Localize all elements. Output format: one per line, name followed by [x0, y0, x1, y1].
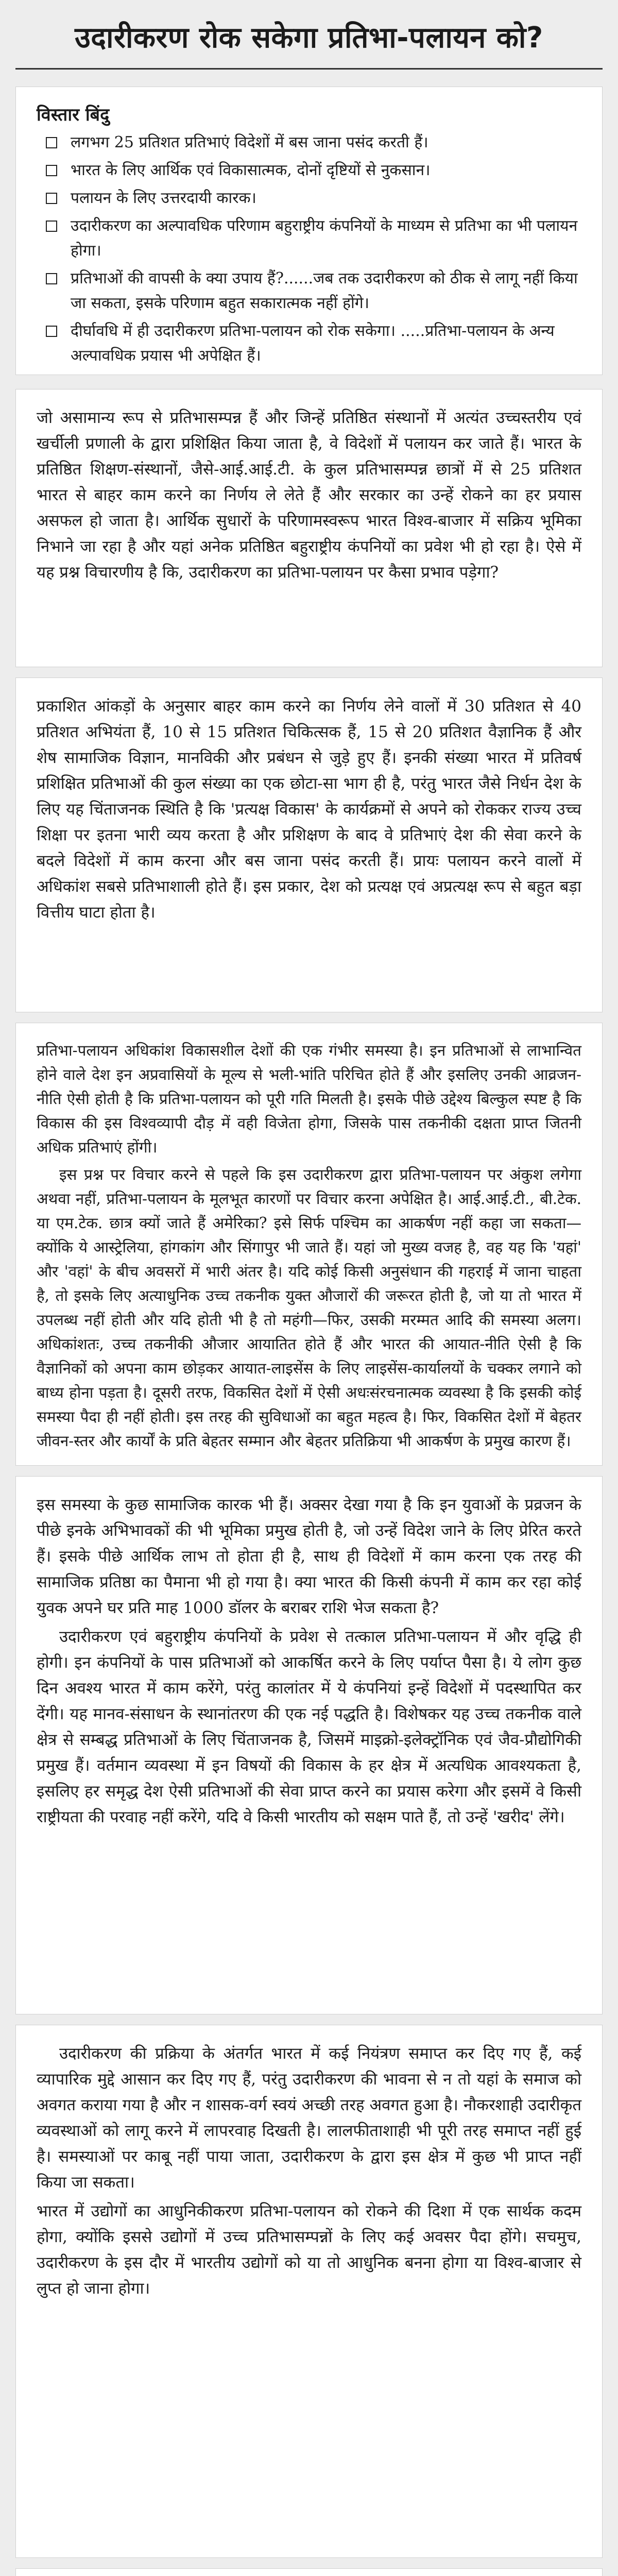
outline-point	[42, 186, 581, 211]
outline-point-text: पलायन के लिए उत्तरदायी कारक।	[71, 189, 256, 207]
checkbox-bullet-icon	[45, 272, 58, 285]
outline-point	[42, 319, 581, 368]
paragraph-block	[15, 1476, 603, 2014]
paragraph-block	[15, 2025, 603, 2558]
outline-point-text: प्रतिभाओं की वापसी के क्या उपाय हैं?......जब तक उदारीकरण को ठीक से लागू नहीं किया जा सकता, इसके परिणाम बहुत सकारात्मक नहीं होंगे।	[71, 269, 578, 312]
paragraph-block	[15, 2568, 603, 2576]
title-area	[0, 0, 618, 77]
title-underline	[15, 68, 603, 70]
outline-point-text: उदारीकरण का अल्पावधिक परिणाम बहुराष्ट्रीय कंपनियों के माध्यम से प्रतिभा का भी पलायन होगा।	[71, 217, 578, 260]
paragraph-block	[15, 677, 603, 1012]
outline-point	[42, 214, 581, 263]
outline-heading: विस्तार बिंदु	[37, 105, 110, 125]
paragraph: इस समस्या के कुछ सामाजिक कारक भी हैं। अक्सर देखा गया है कि इन युवाओं के प्रव्रजन के पीछे इनके अभिभावकों की भी भूमिका प्रमुख होती है, जो उन्हें विदेश जाने के लिए प्रेरित करते हैं। इसके पीछे आर्थिक लाभ तो होता ही है, साथ ही विदेशों में काम करना एक तरह की सामाजिक प्रतिष्ठा का पैमाना भी हो गया है। क्या भारत की किसी कंपनी में काम कर रहा कोई युवक अपने घर प्रति माह 1000 डॉलर के बराबर राशि भेज सकता है?	[37, 1496, 581, 1617]
outline-point-text: लगभग 25 प्रतिशत प्रतिभाएं विदेशों में बस जाना पसंद करती हैं।	[71, 133, 428, 151]
paragraph-block	[15, 1023, 603, 1466]
paragraph-block	[15, 389, 603, 667]
checkbox-bullet-icon	[45, 164, 58, 177]
paragraph: भारत में उद्योगों का आधुनिकीकरण प्रतिभा-पलायन को रोकने की दिशा में एक सार्थक कदम होगा, क्योंकि इससे उद्योगों में उच्च प्रतिभासम्पन्नों के लिए कई अवसर पैदा होंगे। सचमुच, उदारीकरण के इस दौर में भारतीय उद्योगों को या तो आधुनिक बनना होगा या विश्व-बाजार से लुप्त हो जाना होगा।	[37, 2202, 581, 2298]
paragraph: प्रतिभा-पलायन अधिकांश विकासशील देशों की एक गंभीर समस्या है। इन प्रतिभाओं से लाभान्वित होने वाले देश इन अप्रवासियों के मूल्य से भली-भांति परिचित होते हैं और इसलिए उनकी आव्रजन-नीति ऐसी होती है कि प्रतिभा-पलायन को पूरी गति मिलती है। इसके पीछे उद्देश्य बिल्कुल स्पष्ट है कि विकास की इस विश्वव्यापी दौड़ में वही विजेता होगा, जिसके पास तकनीकी दक्षता प्राप्त जितनी अधिक प्रतिभाएं होंगी।	[37, 1042, 581, 1156]
checkbox-bullet-icon	[45, 325, 58, 338]
paragraph: उदारीकरण एवं बहुराष्ट्रीय कंपनियों के प्रवेश से तत्काल प्रतिभा-पलायन में और वृद्धि ही होगी। इन कंपनियों के पास प्रतिभाओं को आकर्षित करने के लिए पर्याप्त पैसा है। ये लोग कुछ दिन अवश्य भारत में काम करेंगे, परंतु कालांतर में ये कंपनियां इन्हें विदेशों में पदस्थापित कर देंगी। यह मानव-संसाधन के स्थानांतरण की एक नई पद्धति है। विशेषकर यह उच्च तकनीक वाले क्षेत्र से सम्बद्ध प्रतिभाओं के लिए चिंताजनक है, जिसमें माइक्रो-इलेक्ट्रॉनिक एवं जैव-प्रौद्योगिकी प्रमुख हैं। वर्तमान व्यवस्था में इन विषयों की विकास के हर क्षेत्र में अत्यधिक आवश्यकता है, इसलिए हर समृद्ध देश ऐसी प्रतिभाओं की सेवा प्राप्त करने का प्रयास करेगा और इसमें वे किसी राष्ट्रीयता की परवाह नहीं करेंगे, यदि वे किसी भारतीय को सक्षम पाते हैं, तो उन्हें 'खरीद' लेंगे।	[37, 1628, 581, 1826]
outline-box	[15, 87, 603, 375]
outline-point	[42, 158, 581, 183]
outline-point-text: दीर्घावधि में ही उदारीकरण प्रतिभा-पलायन को रोक सकेगा। .....प्रतिभा-पलायन के अन्य अल्पावधिक प्रयास भी अपेक्षित हैं।	[71, 322, 555, 365]
outline-list	[37, 130, 581, 368]
checkbox-bullet-icon	[45, 219, 58, 233]
outline-point	[42, 266, 581, 316]
paragraph: इस प्रश्न पर विचार करने से पहले कि इस उदारीकरण द्वारा प्रतिभा-पलायन पर अंकुश लगेगा अथवा नहीं, प्रतिभा-पलायन के मूलभूत कारणों पर विचार करना अपेक्षित है। आई.आई.टी., बी.टेक. या एम.टेक. छात्र क्यों जाते हैं अमेरिका? इसे सिर्फ पश्चिम का आकर्षण नहीं कहा जा सकता—क्योंकि ये आस्ट्रेलिया, हांगकांग और सिंगापुर भी जाते हैं। यहां जो मुख्य वजह है, वह यह कि 'यहां' और 'वहां' के बीच अवसरों में भारी अंतर है। यदि कोई किसी अनुसंधान की गहराई में जाना चाहता है, तो इसके लिए अत्याधुनिक उच्च तकनीक युक्त औजारों की जरूरत होती है, जो या तो भारत में उपलब्ध नहीं होती और यदि होती भी है तो महंगी—फिर, उसकी मरम्मत आदि की समस्या अलग। अधिकांशतः, उच्च तकनीकी औजार आयातित होते हैं और भारत की आयात-नीति ऐसी है कि वैज्ञानिकों को अपना काम छोड़कर आयात-लाइसेंस के लिए लाइसेंस-कार्यालयों के चक्कर लगाने को बाध्य होना पड़ता है। दूसरी तरफ, विकसित देशों में ऐसी अधःसंरचनात्मक व्यवस्था है कि इसकी कोई समस्या पैदा ही नहीं होती। इस तरह की सुविधाओं का बहुत महत्व है। फिर, विकसित देशों में बेहतर जीवन-स्तर और कार्यों के प्रति बेहतर सम्मान और बेहतर प्रतिक्रिया भी आकर्षण के प्रमुख कारण हैं।	[37, 1166, 581, 1450]
checkbox-bullet-icon	[45, 192, 58, 205]
outline-point-text: भारत के लिए आर्थिक एवं विकासात्मक, दोनों दृष्टियों से नुकसान।	[71, 161, 431, 179]
paragraph: उदारीकरण की प्रक्रिया के अंतर्गत भारत में कई नियंत्रण समाप्त कर दिए गए हैं, कई व्यापारिक मुद्दे आसान कर दिए गए हैं, परंतु उदारीकरण की भावना से न तो यहां के समाज को अवगत कराया गया है और न शासक-वर्ग स्वयं अच्छी तरह अवगत हुआ है। नौकरशाही उदारीकृत व्यवस्थाओं को लागू करने में लापरवाह दिखती है। लालफीताशाही भी पूरी तरह समाप्त नहीं हुई है। समस्याओं पर काबू नहीं पाया जाता, उदारीकरण के द्वारा इस क्षेत्र में कुछ भी प्राप्त नहीं किया जा सकता।	[37, 2044, 581, 2192]
paragraph: जो असामान्य रूप से प्रतिभासम्पन्न हैं और जिन्हें प्रतिष्ठित संस्थानों में अत्यंत उच्चस्तरीय एवं खर्चीली प्रणाली के द्वारा प्रशिक्षित किया जाता है, वे विदेशों में पलायन कर जाते हैं। भारत के प्रतिष्ठित शिक्षण-संस्थानों, जैसे-आई.आई.टी. के कुल प्रतिभासम्पन्न छात्रों में से 25 प्रतिशत भारत से बाहर काम करने का निर्णय ले लेते हैं और सरकार का उन्हें रोकने का हर प्रयास असफल हो जाता है। आर्थिक सुधारों के परिणामस्वरूप भारत विश्व-बाजार में सक्रिय भूमिका निभाने जा रहा है और यहां अनेक प्रतिष्ठित बहुराष्ट्रीय कंपनियों का प्रवेश भी हो रहा है। ऐसे में यह प्रश्न विचारणीय है कि, उदारीकरण का प्रतिभा-पलायन पर कैसा प्रभाव पड़ेगा?	[37, 409, 581, 582]
paragraph: प्रकाशित आंकड़ों के अनुसार बाहर काम करने का निर्णय लेने वालों में 30 प्रतिशत से 40 प्रतिशत अभियंता हैं, 10 से 15 प्रतिशत चिकित्सक हैं, 15 से 20 प्रतिशत वैज्ञानिक हैं और शेष सामाजिक विज्ञान, मानविकी और प्रबंधन से जुड़े हुए हैं। इनकी संख्या भारत में प्रतिवर्ष प्रशिक्षित प्रतिभाओं की कुल संख्या का एक छोटा-सा भाग ही है, परंतु भारत जैसे निर्धन देश के लिए यह चिंताजनक स्थिति है कि 'प्रत्यक्ष विकास' के कार्यक्रमों से अपने को रोककर राज्य उच्च शिक्षा पर इतना भारी व्यय करता है और प्रशिक्षण के बाद वे प्रतिभाएं देश की सेवा करने के बदले विदेशों में काम करना और बस जाना पसंद करती हैं। प्रायः पलायन करने वालों में अधिकांश सबसे प्रतिभाशाली होते हैं। इस प्रकार, देश को प्रत्यक्ष एवं अप्रत्यक्ष रूप से बहुत बड़ा वित्तीय घाटा होता है।	[37, 697, 581, 922]
checkbox-bullet-icon	[45, 136, 58, 149]
page-title: उदारीकरण रोक सकेगा प्रतिभा-पलायन को?	[75, 21, 543, 55]
outline-point	[42, 130, 581, 155]
